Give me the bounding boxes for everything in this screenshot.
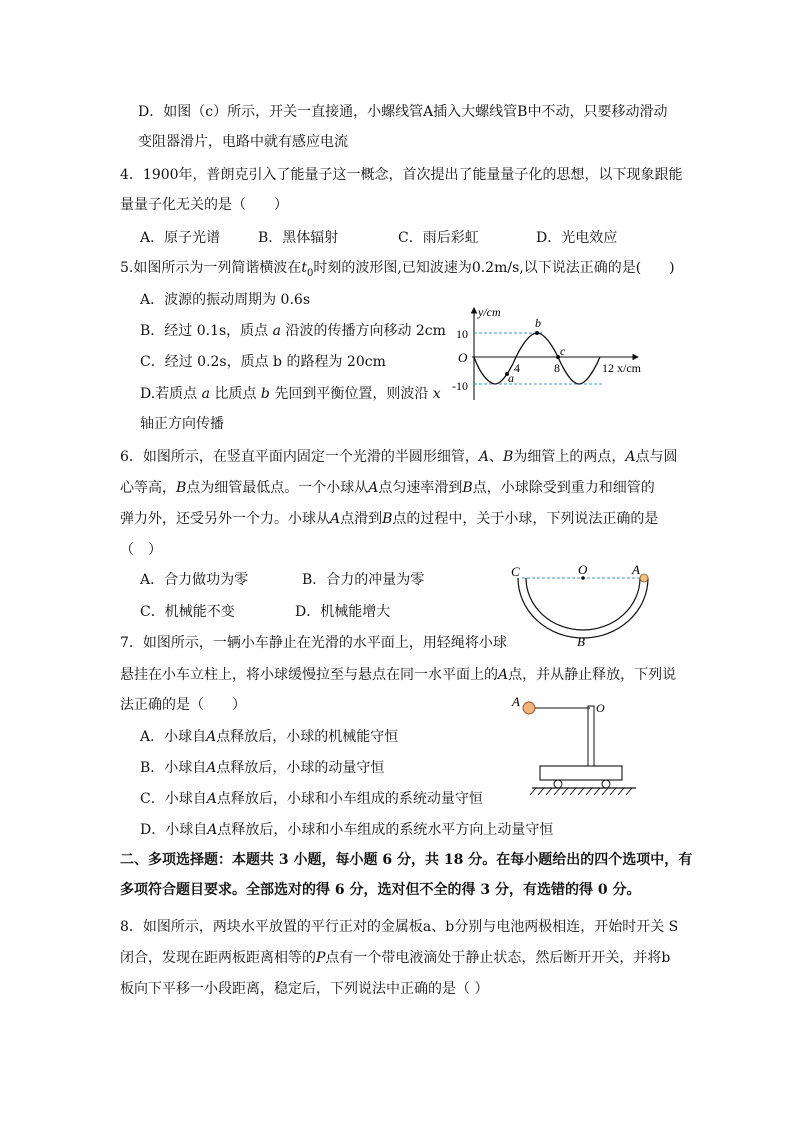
q5-option-c: C．经过 0.2s，质点 b 的路程为 20cm [140, 354, 386, 370]
q5-stem-post: 时刻的波形图,已知波速为0.2m/s,以下说法正确的是( ) [313, 260, 675, 276]
q8-l2-post: 点有一个带电液滴处于静止状态，然后断开开关，并将b [325, 950, 671, 966]
q6-stem-line4: （ ） [120, 542, 162, 558]
q6-ball [640, 574, 648, 582]
q5-stem-t: t [301, 260, 307, 276]
q5-option-b-var: a [272, 323, 281, 339]
q7-option-c [140, 789, 483, 809]
q7-ground-hatch [530, 788, 632, 795]
q7-stem-line1: 7．如图所示，一辆小车静止在光滑的水平面上，用轻绳将小球 [120, 635, 507, 651]
q7-b-pre: B．小球自 [140, 760, 207, 776]
q7-c-pre: C．小球自 [140, 791, 207, 807]
q7-label-O: O [596, 701, 605, 715]
q7-l2-post: 点，并从静止释放，下列说 [508, 667, 677, 683]
q5-option-d-var1: a [201, 386, 210, 402]
q5-option-d-line2: 轴正方向传播 [140, 416, 224, 432]
q5-stem-pre: 5.如图所示为一列简谐横波在 [120, 260, 302, 276]
q6-l2-B2: B [462, 480, 473, 496]
q4-option-b: B．黑体辐射 [258, 230, 339, 246]
q4-stem-line2: 量量子化无关的是（ ） [120, 197, 288, 213]
q5-x-8-label: 8 [554, 361, 560, 375]
q5-option-d-pre: D.若质点 [140, 386, 202, 402]
q5-option-b-post: 沿波的传播方向移动 2cm [281, 323, 446, 339]
q6-l3-mid: 点滑到 [340, 511, 383, 527]
q5-point-b-label: b [535, 316, 541, 330]
q6-option-c: C．机械能不变 [140, 604, 235, 620]
q6-l2-pre: 心等高， [120, 480, 176, 496]
q6-l3-A: A [330, 511, 341, 527]
q5-point-c-label: c [560, 344, 566, 358]
q7-cart-figure [510, 692, 640, 802]
q8-l2-pre: 闭合，发现在距两板距离相等的 [120, 950, 316, 966]
q7-c-A: A [206, 791, 217, 807]
q3-option-d-line2: 变阻器滑片，电路中就有感应电流 [138, 134, 348, 150]
q6-option-a: A．合力做功为零 [140, 572, 249, 588]
q6-l1-sep: 、 [489, 449, 504, 465]
q6-option-d: D．机械能增大 [295, 604, 391, 620]
q6-option-b: B．合力的冲量为零 [302, 572, 425, 588]
q6-stem-line3 [120, 509, 658, 529]
q7-d-A: A [207, 822, 218, 838]
q3-option-d-line1: D．如图（c）所示，开关一直接通，小螺线管A插入大螺线管B中不动，只要移动滑动 [138, 104, 668, 120]
q7-stem-line2 [120, 665, 676, 685]
q6-label-A: A [632, 562, 640, 577]
q6-stem-line1 [120, 447, 677, 467]
q5-wave-curve [474, 333, 600, 384]
q6-label-B: B [577, 634, 585, 649]
q6-tube-outer [518, 578, 648, 638]
q6-l1-B: B [503, 449, 514, 465]
q5-option-d-post: 先回到平衡位置，则波沿 [269, 386, 433, 402]
q6-l3-post: 点的过程中，关于小球，下列说法正确的是 [392, 511, 659, 527]
q7-wheel-left [554, 780, 562, 788]
q7-d-pre: D．小球自 [140, 822, 208, 838]
q7-d-post: 点释放后，小球和小车组成的系统水平方向上动量守恒 [217, 822, 554, 838]
q5-x-4-label: 4 [514, 361, 520, 375]
q6-stem-line2 [120, 478, 655, 498]
q5-option-d [140, 384, 441, 404]
q6-l2-mid: 点为细管最低点。一个小球从 [186, 480, 369, 496]
q4-option-d: D．光电效应 [536, 230, 618, 246]
q6-l1-mid: 为细管上的两点， [513, 449, 626, 465]
q7-b-post: 点释放后，小球的动量守恒 [216, 760, 385, 776]
q7-option-a [140, 727, 398, 747]
q7-ball [523, 702, 535, 714]
q5-option-b-pre: B．经过 0.1s，质点 [140, 323, 273, 339]
q4-stem-line1: 4．1900年，普朗克引入了能量子这一概念，首次提出了能量量子化的思想，以下现象跟能 [120, 167, 683, 183]
q6-label-O: O [578, 562, 588, 577]
q7-label-A: A [512, 694, 520, 709]
q7-option-d [140, 820, 553, 840]
q5-x-label: 12 x/cm [602, 361, 641, 375]
q8-l2-P: P [316, 950, 326, 966]
q5-origin-label: O [458, 350, 468, 365]
q5-stem-sub: 0 [307, 267, 314, 279]
q8-stem-line3: 板向下平移一小段距离，稳定后，下列说法中正确的是（ ） [120, 981, 489, 997]
q5-point-a-label: a [508, 371, 514, 385]
q7-stem-line3: 法正确的是（ ） [120, 697, 246, 713]
q6-l3-B: B [382, 511, 393, 527]
q7-a-A: A [206, 729, 217, 745]
q7-c-post: 点释放后，小球和小车组成的系统动量守恒 [216, 791, 483, 807]
q4-option-a: A．原子光谱 [140, 230, 221, 246]
q4-option-c: C．雨后彩虹 [398, 230, 479, 246]
q8-stem-line1: 8．如图所示，两块水平放置的平行正对的金属板a、b分别与电池两极相连，开始时开关 S [120, 919, 679, 935]
q7-l2-pre: 悬挂在小车立柱上，将小球缓慢拉至与悬点在同一水平面上的 [120, 667, 498, 683]
q7-post [588, 706, 594, 766]
q8-stem-line2 [120, 948, 670, 968]
q6-label-C: C [511, 564, 520, 579]
q5-option-b [140, 321, 446, 341]
q5-y-neg-label: -10 [452, 379, 468, 393]
section2-heading-line1: 二、多项选择题：本题共 3 小题，每小题 6 分，共 18 分。在每小题给出的四个选项中，有 [120, 852, 693, 868]
q6-l2-post: 点，小球除受到重力和细管的 [472, 480, 655, 496]
q7-wheel-right [602, 780, 610, 788]
q7-a-pre: A．小球自 [140, 729, 207, 745]
q7-cart-body [540, 766, 622, 780]
q6-l2-A: A [368, 480, 379, 496]
q7-a-post: 点释放后，小球的机械能守恒 [216, 729, 399, 745]
q7-option-b [140, 758, 384, 778]
q5-y-pos-label: 10 [456, 327, 468, 341]
q6-tube-inner [526, 578, 640, 630]
q7-b-A: A [206, 760, 217, 776]
q6-l1-a: 6．如图所示，在竖直平面内固定一个光滑的半圆形细管， [120, 449, 479, 465]
q7-l2-A: A [498, 667, 509, 683]
q5-y-label: y/cm [478, 305, 501, 319]
q5-stem [120, 258, 675, 284]
q6-l1-A: A [478, 449, 490, 465]
q6-l1-post: 点与圆 [635, 449, 678, 465]
q5-option-a: A．波源的振动周期为 0.6s [140, 292, 311, 308]
q5-option-d-mid: 比质点 [210, 386, 261, 402]
q6-l2-mid2: 点匀速率滑到 [378, 480, 463, 496]
q6-l2-B: B [176, 480, 187, 496]
q5-option-d-var3: x [432, 386, 441, 402]
q6-l1-A2: A [625, 449, 636, 465]
q5-option-d-var2: b [260, 386, 270, 402]
q6-l3-pre: 弹力外，还受另外一个力。小球从 [120, 511, 330, 527]
q5-wave-graph [452, 300, 652, 410]
section2-heading-line2: 多项符合题目要求。全部选对的得 6 分，选对但不全的得 3 分，有选错的得 0 分。 [120, 882, 641, 898]
q6-tube-figure [508, 560, 658, 650]
q5-point-b [535, 331, 539, 335]
